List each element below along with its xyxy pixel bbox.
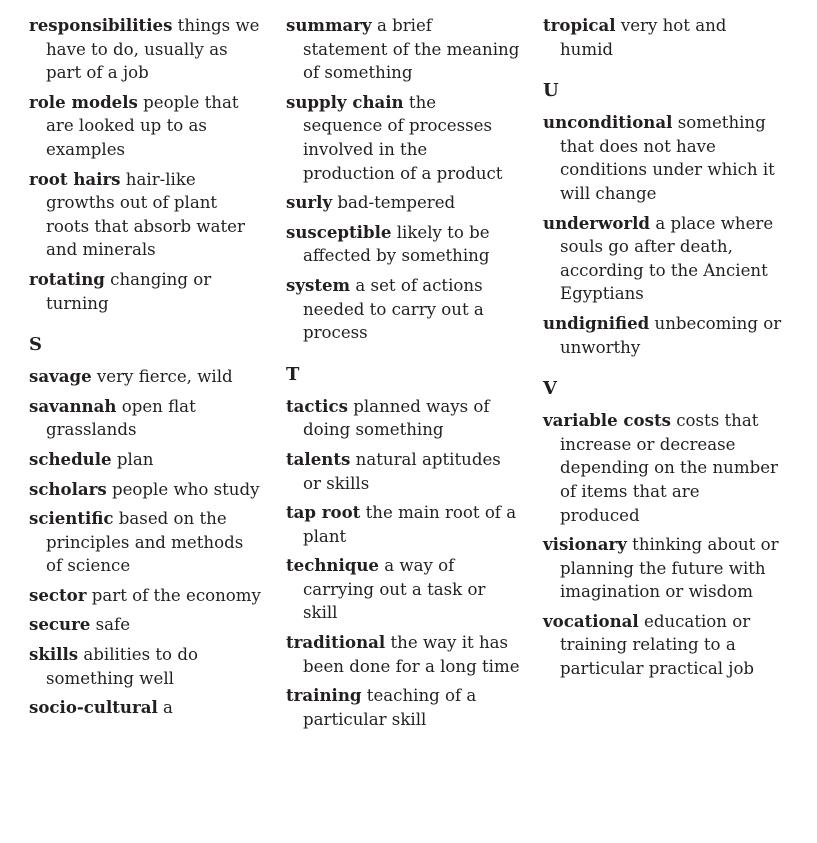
glossary-definition: a set of actions needed to carry out a process <box>303 275 484 343</box>
glossary-definition: part of the economy <box>86 585 261 605</box>
glossary-term: variable costs <box>543 410 671 431</box>
glossary-column-1 <box>29 14 263 726</box>
section-letter-heading: U <box>543 80 559 102</box>
glossary-entry <box>543 610 783 681</box>
glossary-entry <box>29 478 263 502</box>
glossary-definition: very hot and humid <box>560 16 727 59</box>
glossary-entry <box>286 554 520 625</box>
glossary-definition: a <box>157 698 173 718</box>
glossary-entry <box>543 409 783 527</box>
glossary-term: unconditional <box>543 112 673 133</box>
glossary-definition: plan <box>111 449 154 469</box>
glossary-entry <box>286 274 520 345</box>
glossary-term: schedule <box>29 448 112 469</box>
glossary-term: vocational <box>543 610 639 631</box>
glossary-entry <box>543 14 783 61</box>
glossary-term: role models <box>29 91 138 112</box>
glossary-definition: the way it has been done for a long time <box>303 633 520 676</box>
section-letter-heading: S <box>29 334 42 356</box>
glossary-entry <box>29 91 263 162</box>
glossary-entry <box>543 533 783 604</box>
glossary-definition: safe <box>90 615 131 635</box>
glossary-entry <box>29 507 263 578</box>
section-letter-heading: T <box>286 363 300 385</box>
glossary-term: savannah <box>29 395 117 416</box>
glossary-term: socio-cultural <box>29 697 158 718</box>
glossary-entry <box>29 395 263 442</box>
glossary-term: traditional <box>286 632 386 653</box>
glossary-definition: thinking about or planning the future with imagination or wisdom <box>560 535 779 602</box>
glossary-term: sector <box>29 584 87 605</box>
glossary-column-2 <box>286 14 520 737</box>
glossary-definition: planned ways of doing something <box>303 396 490 440</box>
glossary-definition: a place where souls go after death, according to the Ancient Egyptians <box>560 213 774 304</box>
glossary-column-3 <box>543 14 783 687</box>
glossary-entry <box>29 584 263 608</box>
glossary-entry <box>286 501 520 548</box>
glossary-term: skills <box>29 644 79 665</box>
glossary-entry <box>29 643 263 690</box>
glossary-term: summary <box>286 15 372 35</box>
glossary-term: scholars <box>29 478 107 499</box>
glossary-term: rotating <box>29 268 105 289</box>
glossary-term: undignified <box>543 312 650 333</box>
glossary-term: susceptible <box>286 221 392 242</box>
glossary-definition: a brief statement of the meaning of something <box>303 16 520 83</box>
glossary-term: tropical <box>543 15 616 35</box>
glossary-entry <box>286 631 520 678</box>
glossary-term: system <box>286 274 351 295</box>
glossary-definition: people that are looked up to as examples <box>46 92 239 159</box>
glossary-entry <box>286 191 520 215</box>
glossary-entry <box>29 696 263 720</box>
glossary-definition: the main root of a plant <box>303 503 517 546</box>
glossary-term: responsibilities <box>29 15 173 35</box>
glossary-entry <box>29 613 263 637</box>
glossary-definition: very fierce, wild <box>91 367 233 387</box>
glossary-entry <box>29 268 263 315</box>
glossary-definition: people who study <box>106 479 260 499</box>
glossary-definition: things we have to do, usually as part of a job <box>46 16 260 83</box>
glossary-definition: bad-tempered <box>332 193 456 213</box>
glossary-entry <box>286 395 520 442</box>
glossary-entry <box>286 91 520 185</box>
glossary-term: underworld <box>543 212 651 233</box>
glossary-definition: the sequence of processes involved in the production of a product <box>303 92 503 183</box>
glossary-entry <box>286 14 520 85</box>
glossary-term: root hairs <box>29 168 121 189</box>
glossary-entry <box>543 111 783 205</box>
glossary-term: secure <box>29 614 91 635</box>
glossary-definition: something that does not have conditions under which it will change <box>560 113 775 203</box>
glossary-definition: costs that increase or decrease depending on the number of items that are produced <box>560 411 778 525</box>
glossary-definition: likely to be affected by something <box>303 222 490 266</box>
glossary-entry <box>286 448 520 495</box>
glossary-definition: abilities to do something well <box>46 645 198 688</box>
glossary-definition: natural aptitudes or skills <box>303 449 501 493</box>
glossary-definition: open flat grasslands <box>46 396 196 440</box>
glossary-entry <box>29 448 263 472</box>
glossary-entry <box>286 684 520 731</box>
section-letter-heading: V <box>543 378 557 400</box>
glossary-term: savage <box>29 366 92 387</box>
glossary-term: visionary <box>543 534 627 555</box>
glossary-term: surly <box>286 192 333 213</box>
glossary-entry <box>29 168 263 262</box>
glossary-term: tap root <box>286 502 361 523</box>
glossary-term: tactics <box>286 395 348 416</box>
glossary-term: supply chain <box>286 91 404 112</box>
glossary-entry <box>543 212 783 306</box>
glossary-entry <box>29 14 263 85</box>
glossary-term: scientific <box>29 508 114 529</box>
glossary-definition: a way of carrying out a task or skill <box>303 556 486 623</box>
glossary-definition: unbecoming or unworthy <box>560 313 782 357</box>
glossary-definition: teaching of a particular skill <box>303 686 477 729</box>
glossary-entry <box>543 312 783 359</box>
glossary-definition: hair-like growths out of plant roots that absorb water and minerals <box>46 169 245 260</box>
glossary-entry <box>29 365 263 389</box>
glossary-term: technique <box>286 555 379 576</box>
glossary-entry <box>286 221 520 268</box>
glossary-definition: based on the principles and methods of science <box>46 509 244 576</box>
glossary-term: talents <box>286 448 351 469</box>
glossary-term: training <box>286 685 362 706</box>
glossary-definition: education or training relating to a particular practical job <box>560 611 755 679</box>
glossary-definition: changing or turning <box>46 269 212 313</box>
